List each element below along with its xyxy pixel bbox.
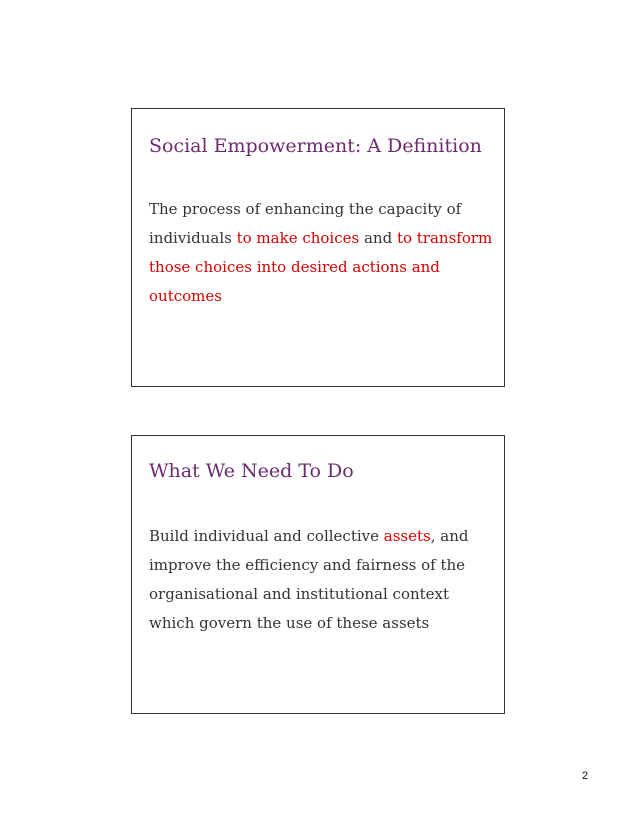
body-text: Build individual and collective — [149, 527, 384, 545]
slide-what-we-need-to-do — [131, 435, 505, 714]
body-text: The process of enhancing the capacity of individuals — [149, 200, 462, 247]
highlighted-text: assets — [383, 527, 431, 545]
body-text: , and improve the efficiency and fairness of the organisational and institutional context which govern the use of these assets — [149, 527, 469, 632]
slide-body — [149, 522, 496, 638]
highlighted-text: to make choices — [236, 229, 360, 247]
slide-definition — [131, 108, 505, 387]
highlighted-text: to transform those choices into desired actions and outcomes — [149, 229, 493, 305]
slide-body — [149, 195, 496, 311]
slide-title: What We Need To Do — [149, 460, 354, 482]
body-text: and — [359, 229, 397, 247]
page-number: 2 — [582, 770, 589, 782]
slide-title: Social Empowerment: A Definition — [149, 135, 482, 157]
